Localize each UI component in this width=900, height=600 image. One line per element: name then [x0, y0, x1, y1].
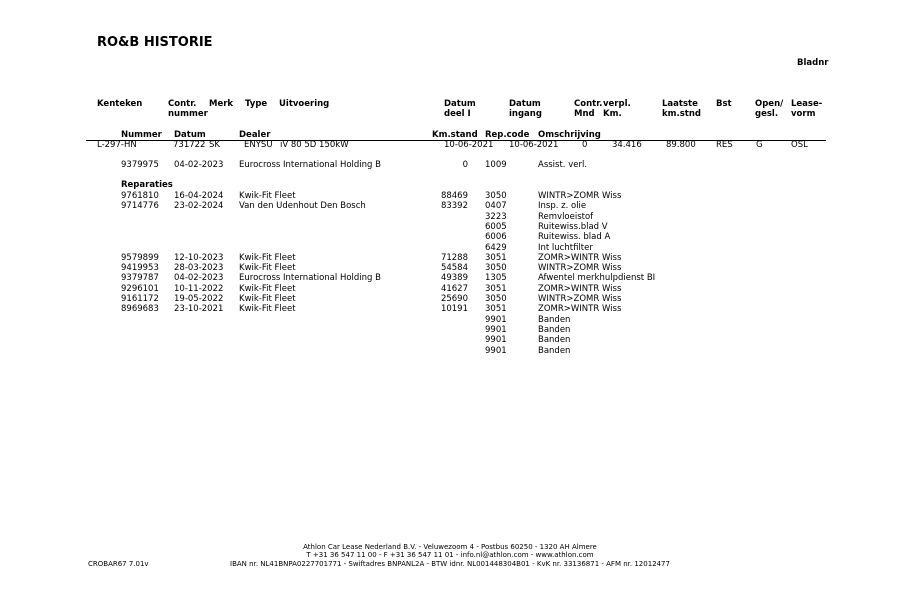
vehicle-open-gesloten: G [756, 140, 763, 150]
repair-code: 9901 [485, 324, 507, 335]
vehicle-kenteken: L-297-HN [97, 140, 137, 150]
assist-nummer: 9379975 [121, 160, 159, 170]
vehicle-merk: SK [209, 140, 220, 150]
repair-code: 6429 [485, 242, 507, 253]
assist-datum: 04-02-2023 [174, 160, 224, 170]
repair-code: 3050 [485, 263, 507, 274]
repair-omschrijving: Banden [538, 345, 571, 356]
repair-code: 3050 [485, 191, 507, 201]
repair-code: 0407 [485, 201, 507, 212]
repair-km: 49389 [440, 273, 468, 284]
col-bst: Bst [716, 99, 732, 109]
repair-datum: 23-02-2024 [174, 201, 224, 212]
repair-datum: 16-04-2024 [174, 191, 224, 201]
reparaties-heading: Reparaties [121, 180, 173, 190]
repair-code: 9901 [485, 335, 507, 346]
repair-omschrijving: Insp. z. olie [538, 201, 587, 212]
repair-omschrijving: WINTR>ZOMR Wiss [538, 191, 622, 201]
repair-dealer: Kwik-Fit Fleet [239, 252, 296, 263]
repair-code: 1305 [485, 273, 507, 284]
col-kmstand: Km.stand [432, 130, 478, 140]
col-kenteken: Kenteken [97, 99, 143, 109]
repair-datum: 28-03-2023 [174, 263, 224, 274]
repair-omschrijving: WINTR>ZOMR Wiss [538, 263, 622, 274]
page-number-label: Bladnr [797, 58, 829, 68]
col-merk: Merk [209, 99, 234, 109]
repair-code: 3051 [485, 304, 507, 315]
repair-omschrijving: ZOMR>WINTR Wiss [538, 252, 622, 263]
vehicle-contract: 731722 [173, 140, 206, 150]
col-contract-maanden: Contr. Mnd [574, 99, 603, 119]
repair-omschrijving: Banden [538, 324, 571, 335]
form-code: CROBAR67 7.01v [88, 560, 149, 568]
repair-nummer: 9296101 [121, 283, 159, 294]
repair-nummer: 9161172 [121, 294, 159, 304]
col-verplicht-km: verpl. Km. [603, 99, 631, 119]
repair-omschrijving: Int luchtfilter [538, 242, 593, 253]
repair-code: 3050 [485, 294, 507, 304]
repair-datum: 23-10-2021 [174, 304, 224, 315]
repair-km: 83392 [440, 201, 468, 212]
repair-omschrijving: ZOMR>WINTR Wiss [538, 283, 622, 294]
repair-omschrijving: Ruitewiss.blad V [538, 221, 608, 232]
col-laatste-kmstand: Laatste km.stnd [662, 99, 701, 119]
repair-code: 9901 [485, 345, 507, 356]
vehicle-uitvoering: iV 80 5D 150kW [280, 140, 349, 150]
repair-nummer: 9579899 [121, 252, 159, 263]
footer-address: Athlon Car Lease Nederland B.V. - Veluwezoom 4 - Postbus 60250 - 1320 AH Almere [303, 543, 597, 551]
repair-omschrijving: Banden [538, 314, 571, 325]
repair-dealer: Kwik-Fit Fleet [239, 191, 296, 201]
repair-omschrijving: Ruitewiss. blad A [538, 232, 611, 243]
repair-code: 6006 [485, 232, 507, 243]
repair-nummer: 9379787 [121, 273, 159, 284]
col-repcode: Rep.code [485, 130, 530, 140]
repair-code: 3223 [485, 211, 507, 222]
vehicle-datum-ingang: 10-06-2021 [509, 140, 559, 150]
repair-code: 9901 [485, 314, 507, 325]
repair-km: 54584 [440, 263, 468, 274]
repair-nummer: 8969683 [121, 304, 159, 315]
col-type: Type [245, 99, 268, 109]
repair-km: 88469 [440, 191, 468, 201]
repair-km: 71288 [440, 252, 468, 263]
repair-code: 3051 [485, 283, 507, 294]
repair-code: 6005 [485, 221, 507, 232]
repair-code: 3051 [485, 252, 507, 263]
vehicle-bst: RES [716, 140, 733, 150]
repair-dealer: Kwik-Fit Fleet [239, 294, 296, 304]
repair-omschrijving: ZOMR>WINTR Wiss [538, 304, 622, 315]
report-title: RO&B HISTORIE [97, 35, 213, 50]
repair-dealer: Kwik-Fit Fleet [239, 304, 296, 315]
repair-nummer: 9761810 [121, 191, 159, 201]
col-omschrijving: Omschrijving [538, 130, 601, 140]
assist-omschrijving: Assist. verl. [538, 160, 588, 170]
col-nummer: Nummer [121, 130, 162, 140]
repair-omschrijving: Banden [538, 335, 571, 346]
assist-dealer: Eurocross International Holding B [239, 160, 381, 170]
vehicle-datum-deel1: 10-06-2021 [444, 140, 494, 150]
col-contract-nummer: Contr. nummer [168, 99, 208, 119]
vehicle-lease-vorm: OSL [791, 140, 808, 150]
repair-datum: 10-11-2022 [174, 283, 224, 294]
vehicle-laatste-km: 89.800 [666, 140, 696, 150]
repair-dealer: Eurocross International Holding B [239, 273, 381, 284]
repair-nummer: 9714776 [121, 201, 159, 212]
repair-datum: 19-05-2022 [174, 294, 224, 304]
repair-nummer: 9419953 [121, 263, 159, 274]
repair-dealer: Kwik-Fit Fleet [239, 263, 296, 274]
repair-datum: 04-02-2023 [174, 273, 224, 284]
col-uitvoering: Uitvoering [279, 99, 330, 109]
repair-omschrijving: Remvloeistof [538, 211, 594, 222]
col-datum-ingang: Datum ingang [509, 99, 542, 119]
col-datum: Datum [174, 130, 206, 140]
vehicle-maanden: 0 [582, 140, 588, 150]
repair-omschrijving: Afwentel merkhulpdienst BI [538, 273, 656, 284]
col-datum-deel1: Datum deel I [444, 99, 476, 119]
repair-km: 41627 [440, 283, 468, 294]
vehicle-type: ENYSU [244, 140, 273, 150]
repair-datum: 12-10-2023 [174, 252, 224, 263]
repair-dealer: Van den Udenhout Den Bosch [239, 201, 366, 212]
footer-contact: T +31 36 547 11 00 - F +31 36 547 11 01 - info.nl@athlon.com - www.athlon.com [306, 551, 594, 559]
repair-omschrijving: WINTR>ZOMR Wiss [538, 294, 622, 304]
assist-km: 0 [462, 160, 468, 170]
footer-bank-details: IBAN nr. NL41BNPA0227701771 - Swiftadres BNPANL2A - BTW idnr. NL001448304B01 - KvK nr. 33136871 - AFM nr. 12012477 [230, 560, 670, 568]
vehicle-verplicht-km: 34.416 [612, 140, 642, 150]
repair-dealer: Kwik-Fit Fleet [239, 283, 296, 294]
col-open-gesloten: Open/ gesl. [755, 99, 784, 119]
assist-code: 1009 [485, 160, 507, 170]
repair-km: 10191 [440, 304, 468, 315]
col-dealer: Dealer [239, 130, 271, 140]
col-lease-vorm: Lease- vorm [791, 99, 823, 119]
repair-km: 25690 [440, 294, 468, 304]
